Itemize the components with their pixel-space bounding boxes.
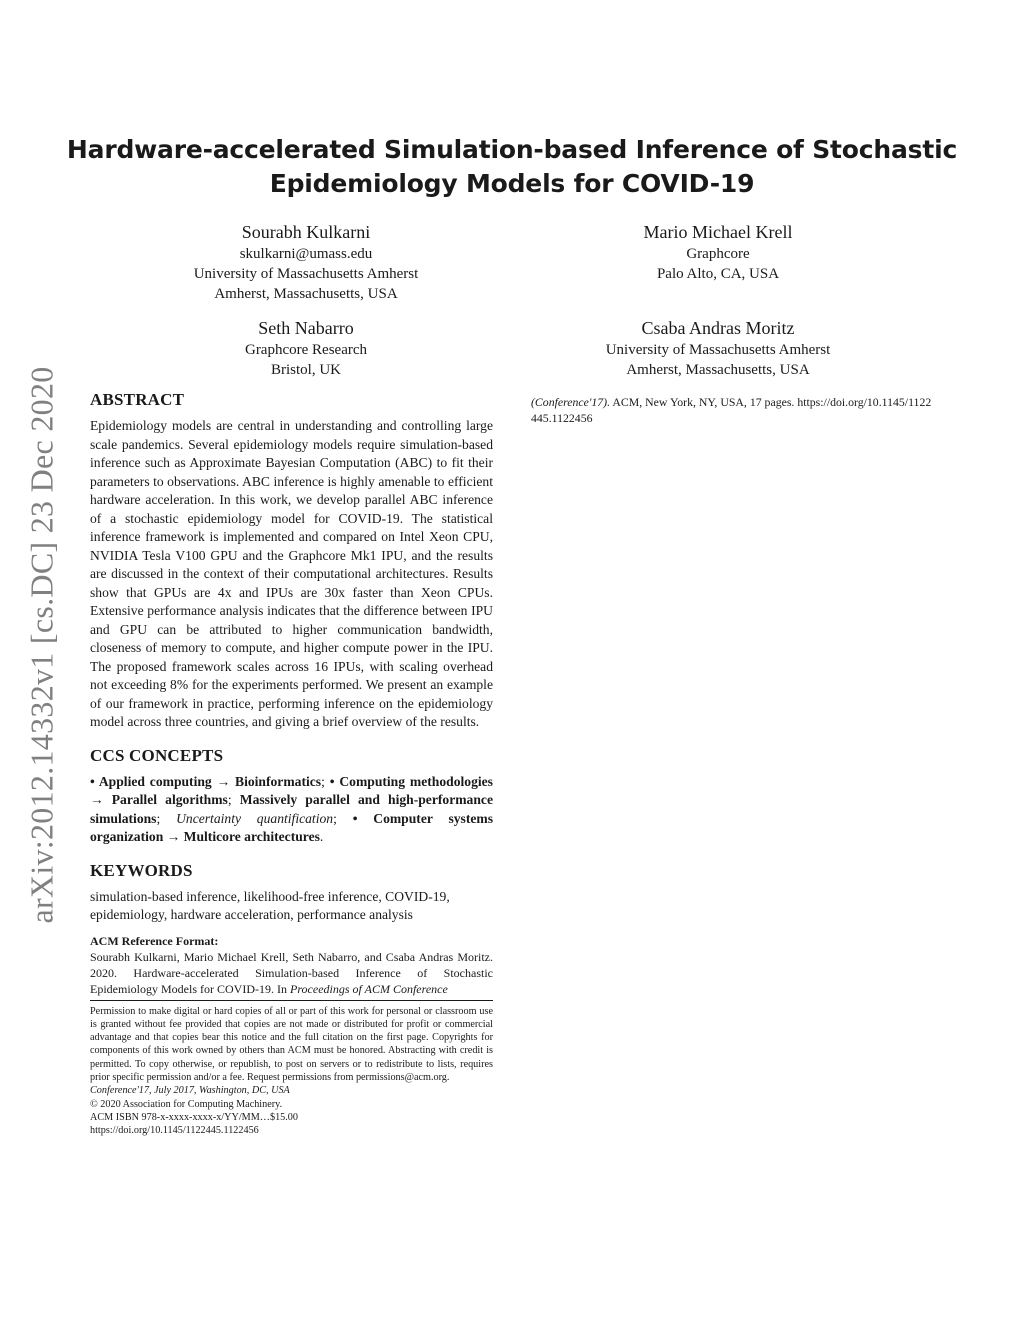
ccs-concept-3: Massively parallel and high-performance simulations [90, 792, 493, 826]
ccs-end: . [319, 829, 324, 844]
isbn: ACM ISBN 978-x-xxxx-xxxx-x/YY/MM…$15.00 [90, 1111, 298, 1123]
author-affiliation: University of Massachusetts Amherst [605, 342, 831, 358]
ccs-separator: ; [333, 810, 353, 826]
author-affiliation: University of Massachusetts Amherst [193, 266, 419, 282]
author-location: Bristol, UK [270, 362, 341, 378]
arxiv-identifier: arXiv:2012.14332v1 [cs.DC] 23 Dec 2020 [23, 366, 60, 924]
author-name: Sourabh Kulkarni [241, 222, 371, 242]
acm-reference-continuation [531, 394, 936, 426]
author-block-2 [568, 220, 868, 284]
ccs-concept-5: • Computer systems organization → Multicore architectures [90, 810, 494, 844]
author-name: Mario Michael Krell [643, 222, 793, 242]
abstract-text: Epidemiology models are central in understanding and controlling large scale pandemics. Several epidemiology models require simulation-based inference such as Approximate Bayesian Computation (ABC) to fit their parameters to observations. ABC inference is highly amenable to efficient hardware acceleration. In this work, we develop parallel ABC inference of a stochastic epidemiology model for COVID-19. The statistical inference framework is implemented and compared on Intel Xeon CPU, NVIDIA Tesla V100 GPU and the Graphcore Mk1 IPU, and the results are discussed in the context of their computational architectures. Results show that GPUs are 4x and IPUs are 30x faster than Xeon CPUs. Extensive performance analysis indicates that the difference between IPU and GPU can be attributed to higher communication bandwidth, closeness of memory to compute, and higher compute power in the IPU. The proposed framework scales across 16 IPUs, with scaling overhead not exceeding 8% for the experiments performed. We present an example of our framework in practice, performing inference on the epidemiology model across three countries, and giving a brief overview of the results. [90, 418, 493, 729]
author-block-3 [156, 316, 456, 380]
author-block-1 [156, 220, 456, 304]
paper-title-line-1: Hardware-accelerated Simulation-based Inference of Stochastic [66, 135, 958, 164]
permission-notice: Permission to make digital or hard copies of all or part of this work for personal or classroom use is granted without fee provided that copies are not made or distributed for profit or commercial advantage and that copies bear this notice and the full citation on the first page. Copyrights for components of this work owned by others than ACM must be honored. Abstracting with credit is permitted. To copy otherwise, or republish, to post on servers or to redistribute to lists, requires prior specific permission and/or a fee. Request permissions from permissions@acm.org. [90, 1005, 493, 1083]
left-column [90, 389, 493, 1137]
ccs-heading: CCS CONCEPTS [90, 745, 224, 765]
acm-reference-conference: (Conference'17). [531, 395, 611, 409]
ccs-concept-4: Uncertainty quantification [176, 810, 334, 826]
abstract-heading: ABSTRACT [90, 390, 185, 409]
author-affiliation: Graphcore [686, 246, 750, 262]
acm-reference-body: Sourabh Kulkarni, Mario Michael Krell, Seth Nabarro, and Csaba Andras Moritz. 2020. Hardware-accelerated Simulation-based Inference of Stochastic Epidemiology Models for COVID-19. In [90, 949, 493, 996]
acm-reference-heading: ACM Reference Format: [90, 933, 219, 948]
copyright-notice: © 2020 Association for Computing Machinery. [90, 1098, 283, 1110]
author-location: Palo Alto, CA, USA [656, 266, 780, 282]
author-affiliation: Graphcore Research [244, 342, 367, 358]
ccs-concept-1: • Applied computing → Bioinformatics [90, 773, 322, 789]
acm-reference-text [90, 949, 493, 997]
footnote-rule [90, 1000, 493, 1001]
author-block-4 [568, 316, 868, 380]
ccs-separator: ; [321, 773, 330, 789]
author-name: Csaba Andras Moritz [641, 318, 795, 338]
author-location: Amherst, Massachusetts, USA [214, 286, 398, 302]
ccs-separator: ; [227, 792, 240, 807]
doi-link[interactable]: https://doi.org/10.1145/1122445.1122456 [90, 1125, 259, 1137]
author-location: Amherst, Massachusetts, USA [626, 362, 810, 378]
author-email: skulkarni@umass.edu [239, 246, 373, 262]
ccs-concept-2: • Computing methodologies → Parallel algorithms [90, 773, 493, 807]
paper-title [60, 133, 964, 201]
conference-info: Conference'17, July 2017, Washington, DC, USA [90, 1085, 290, 1097]
ccs-separator: ; [156, 810, 177, 826]
keywords-text: simulation-based inference, likelihood-free inference, COVID-19, epidemiology, hardware acceleration, performance analysis [90, 888, 450, 922]
author-name: Seth Nabarro [258, 318, 354, 338]
paper-title-line-2: Epidemiology Models for COVID-19 [269, 169, 755, 198]
acm-reference-publisher: ACM, New York, NY, USA, 17 pages. https://doi.org/10.1145/1122445.1122456 [531, 395, 932, 425]
ccs-concepts [90, 773, 493, 847]
acm-reference-proceedings: Proceedings of ACM Conference [289, 981, 448, 996]
keywords-heading: KEYWORDS [90, 860, 193, 880]
